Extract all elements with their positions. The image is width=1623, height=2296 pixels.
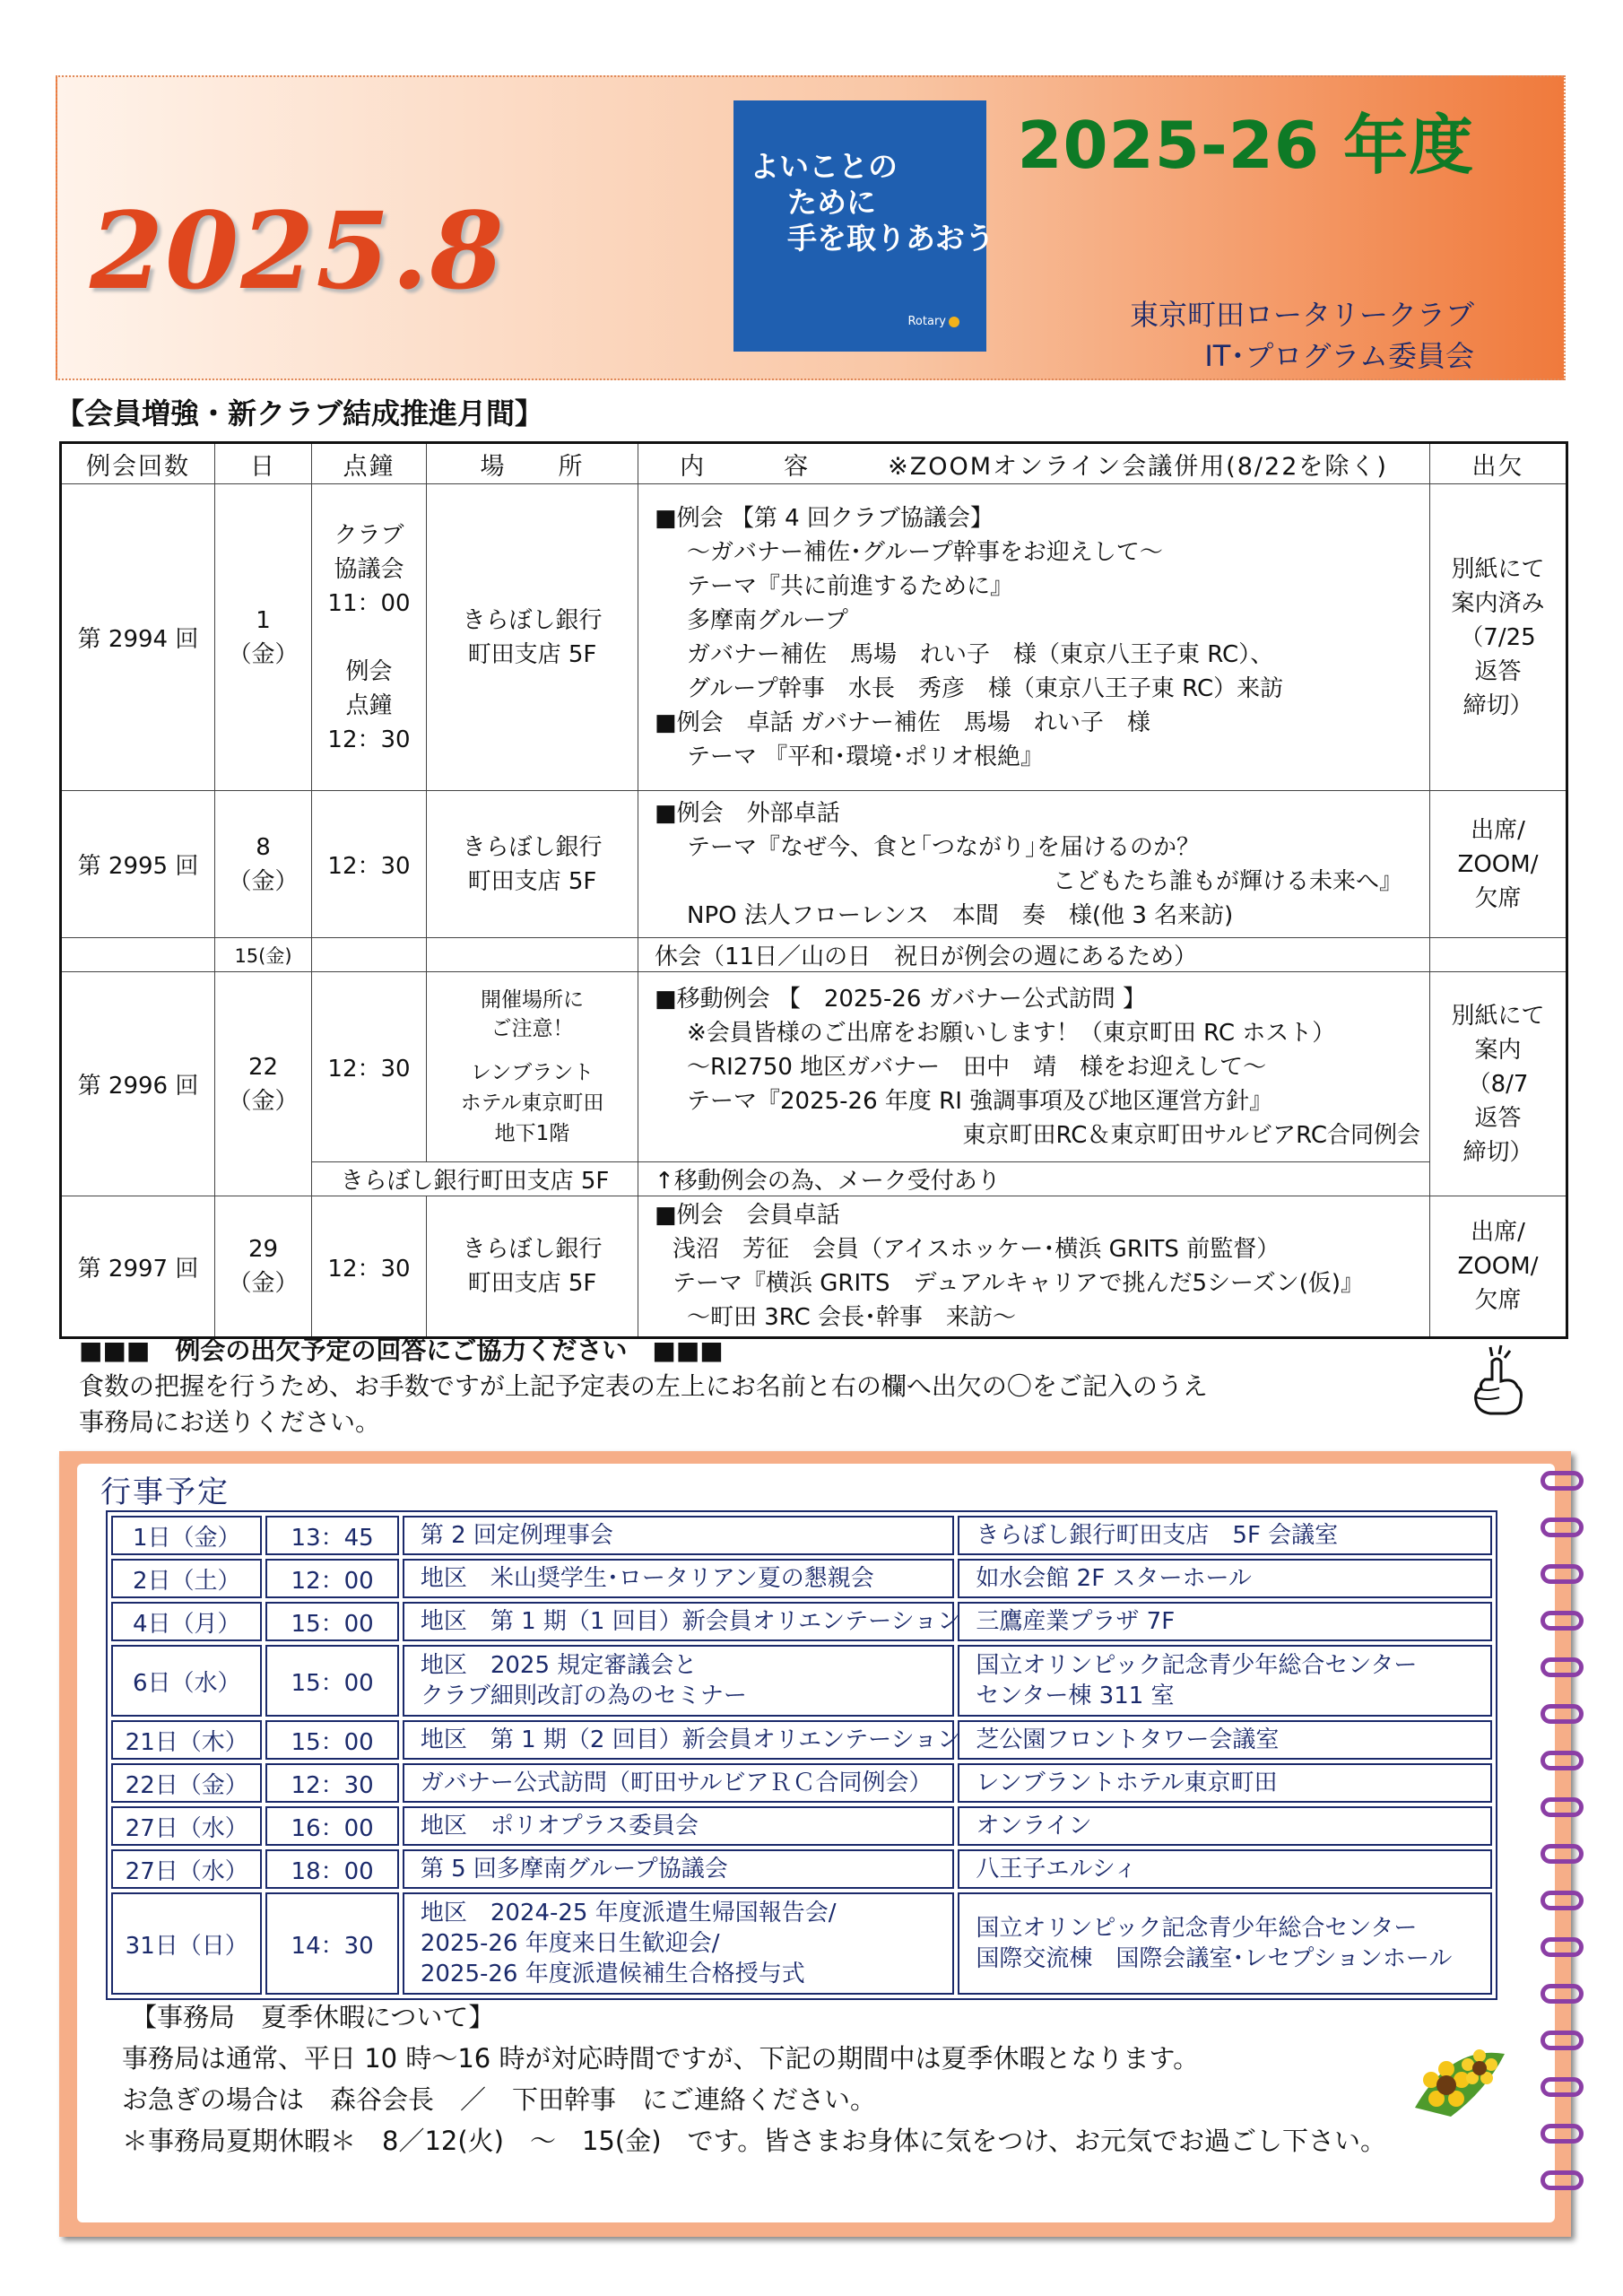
event-name: 第 5 回多摩南グループ協議会	[403, 1849, 955, 1889]
event-name: 地区 2024-25 年度派遣生帰国報告会/ 2025-26 年度来日生歓迎会/ 2025-26 年度派遣候補生合格授与式	[403, 1892, 955, 1995]
meeting-number: 第 2994 回	[61, 484, 215, 791]
event-place: 三鷹産業プラザ 7F	[958, 1602, 1492, 1641]
attendance-cell[interactable]: 出席/ ZOOM/ 欠席	[1430, 791, 1567, 938]
meeting-content: ■例会 【第 4 回クラブ協議会】 ～ガバナー補佐･グループ幹事をお迎えして～ テーマ『共に前進するために』 多摩南グループ ガバナー補佐 馬場 れい子 様（東京八王子東 RC）、 グループ幹事 水長 秀彦 様（東京八王子東 RC）来訪 ■例会 卓話 ガバナー補佐 馬場 れい子 様 テーマ 『平和･環境･ポリオ根絶』	[638, 484, 1430, 791]
event-place: 八王子エルシィ	[958, 1849, 1492, 1889]
event-place: 如水会館 2F スターホール	[958, 1559, 1492, 1598]
event-name: 地区 第 1 期（2 回目）新会員オリエンテーション	[403, 1720, 955, 1760]
event-row	[111, 1720, 1492, 1760]
table-header-row	[61, 443, 1567, 484]
table-row	[61, 972, 1567, 1162]
ring-binder-icon	[1541, 2031, 1584, 2050]
table-row	[61, 791, 1567, 938]
ring-binder-icon	[1541, 1984, 1584, 2004]
column-header: 例会回数	[61, 443, 215, 484]
meeting-number: 第 2997 回	[61, 1196, 215, 1338]
column-header: 出欠	[1430, 443, 1567, 484]
event-row	[111, 1645, 1492, 1717]
event-row	[111, 1602, 1492, 1641]
ring-binder-icon	[1541, 1751, 1584, 1770]
makeup-place: きらぼし銀行町田支店 5F	[312, 1162, 638, 1196]
ring-binder-icon	[1541, 1518, 1584, 1537]
column-header: 内 容 ※ZOOMオンライン会議併用(8/22を除く)	[638, 443, 1430, 484]
meeting-time: 12：30	[312, 972, 427, 1162]
event-date: 2日（土）	[111, 1559, 262, 1598]
meeting-number: 第 2996 回	[61, 972, 215, 1196]
event-time: 12：00	[265, 1559, 398, 1598]
ring-binder-icon	[1541, 1704, 1584, 1724]
fiscal-year: 2025-26 年度	[1017, 108, 1474, 183]
meeting-schedule-table	[59, 441, 1568, 1339]
holiday-day: 15(金)	[215, 938, 312, 972]
event-name: 第 2 回定例理事会	[403, 1516, 955, 1555]
column-header: 日	[215, 443, 312, 484]
event-name: 地区 ポリオプラス委員会	[403, 1806, 955, 1846]
holiday-note: 休会（11日／山の日 祝日が例会の週にあるため）	[638, 938, 1430, 972]
event-row	[111, 1559, 1492, 1598]
event-time: 14：30	[265, 1892, 398, 1995]
event-place: 国立オリンピック記念青少年総合センター 国際交流棟 国際会議室･レセプションホール	[958, 1892, 1492, 1995]
ring-binder-icon	[1541, 1611, 1584, 1631]
event-time: 15：00	[265, 1645, 398, 1717]
logo-line: 手を取りあおう	[787, 221, 994, 256]
meeting-content: ■移動例会 【 2025-26 ガバナー公式訪問 】 ※会員皆様のご出席をお願いします！（東京町田 RC ホスト） ～RI2750 地区ガバナー 田中 靖 様をお迎えして～ テーマ『2025-26 年度 RI 強調事項及び地区運営方針』 東京町田RC＆東京町田サルビアRC合同例会	[638, 972, 1430, 1162]
meeting-content: ■例会 外部卓話 テーマ『なぜ今、食と｢つながり｣を届けるのか？ こどもたち誰もが輝ける未来へ』 NPO 法人フローレンス 本間 奏 様(他 3 名来訪)	[638, 791, 1430, 938]
meeting-day: 22 （金）	[215, 972, 312, 1196]
event-place: 国立オリンピック記念青少年総合センター センター棟 311 室	[958, 1645, 1492, 1717]
ring-binder-icon	[1541, 1657, 1584, 1677]
meeting-content: ■例会 会員卓話 浅沼 芳征 会員（アイスホッケー･横浜 GRITS 前監督） テーマ『横浜 GRITS デュアルキャリアで挑んだ5シーズン(仮)』 ～町田 3RC 会長･幹事 来訪～	[638, 1196, 1430, 1338]
event-time: 18：00	[265, 1849, 398, 1889]
meeting-day: 1 （金）	[215, 484, 312, 791]
attendance-cell[interactable]: 別紙にて 案内 （8/7 返答 締切）	[1430, 972, 1567, 1196]
meeting-place: 開催場所に ご注意！ レンブラント ホテル東京町田 地下1階	[427, 972, 638, 1162]
ring-binder-icon	[1541, 2124, 1584, 2144]
meeting-place: きらぼし銀行 町田支店 5F	[427, 484, 638, 791]
event-row	[111, 1892, 1492, 1995]
event-date: 22日（金）	[111, 1763, 262, 1803]
rotary-theme-logo	[733, 100, 994, 352]
ring-binder-icon	[1541, 1471, 1584, 1491]
committee-name: IT･プログラム委員会	[1204, 339, 1474, 373]
events-table	[106, 1510, 1497, 2000]
pointing-hand-icon	[1465, 1342, 1528, 1422]
event-place: レンブラントホテル東京町田	[958, 1763, 1492, 1803]
ring-binder-icon	[1541, 1844, 1584, 1864]
attendance-notice: ■■■ 例会の出欠予定の回答にご協力ください ■■■ 食数の把握を行うため、お手数ですが上記予定表の左上にお名前と右の欄へ出欠の〇をご記入のうえ 事務局にお送りください。	[79, 1335, 1208, 1437]
club-name: 東京町田ロータリークラブ	[1129, 298, 1474, 332]
office-summer-holiday: 【事務局 夏季休暇について】 事務局は通常、平日 10 時～16 時が対応時間ですが、下記の期間中は夏季休暇となります。 お急ぎの場合は 森谷会長 ／ 下田幹事 にご連絡ください。 ＊事務局夏期休暇＊ 8／12(火) ～ 15(金) です。皆さまお身体に気をつけ、お元気でお過ごし下さい。	[122, 2002, 1387, 2156]
ring-binder-icon	[1541, 1937, 1584, 1957]
event-name: ガバナー公式訪問（町田サルビアＲＣ合同例会）	[403, 1763, 955, 1803]
event-time: 13：45	[265, 1516, 398, 1555]
event-date: 21日（木）	[111, 1720, 262, 1760]
meeting-place: きらぼし銀行 町田支店 5F	[427, 1196, 638, 1338]
event-name: 地区 米山奨学生･ロータリアン夏の懇親会	[403, 1559, 955, 1598]
meeting-time: 12：30	[312, 791, 427, 938]
event-row	[111, 1806, 1492, 1846]
event-date: 31日（日）	[111, 1892, 262, 1995]
meeting-day: 29 （金）	[215, 1196, 312, 1338]
event-name: 地区 2025 規定審議会と クラブ細則改訂の為のセミナー	[403, 1645, 955, 1717]
event-name: 地区 第 1 期（1 回目）新会員オリエンテーション	[403, 1602, 955, 1641]
table-row	[61, 1196, 1567, 1338]
ring-binder-icon	[1541, 1564, 1584, 1584]
makeup-note: ↑移動例会の為、メーク受付あり	[638, 1162, 1430, 1196]
column-header: 場 所	[427, 443, 638, 484]
attendance-cell[interactable]: 別紙にて 案内済み （7/25 返答 締切）	[1430, 484, 1567, 791]
table-row	[61, 484, 1567, 791]
meeting-day: 8 （金）	[215, 791, 312, 938]
column-header: 点鐘	[312, 443, 427, 484]
event-place: きらぼし銀行町田支店 5F 会議室	[958, 1516, 1492, 1555]
attendance-cell[interactable]: 出席/ ZOOM/ 欠席	[1430, 1196, 1567, 1338]
event-row	[111, 1849, 1492, 1889]
meeting-number: 第 2995 回	[61, 791, 215, 938]
logo-line: よいことの	[750, 149, 898, 184]
event-date: 6日（水）	[111, 1645, 262, 1717]
issue-date: 2025.8	[90, 188, 506, 313]
event-date: 27日（水）	[111, 1849, 262, 1889]
event-row	[111, 1516, 1492, 1555]
event-place: オンライン	[958, 1806, 1492, 1846]
event-row	[111, 1763, 1492, 1803]
event-time: 15：00	[265, 1602, 398, 1641]
ring-binder-icon	[1541, 2170, 1584, 2190]
sunflower-icon	[1406, 2036, 1514, 2126]
meeting-time: 12：30	[312, 1196, 427, 1338]
ring-binder-icon	[1541, 2077, 1584, 2097]
table-row-holiday	[61, 938, 1567, 972]
event-time: 12：30	[265, 1763, 398, 1803]
ring-binder-icon	[1541, 1797, 1584, 1817]
event-date: 1日（金）	[111, 1516, 262, 1555]
event-place: 芝公園フロントタワー会議室	[958, 1720, 1492, 1760]
ring-binder-icon	[1541, 1891, 1584, 1910]
meeting-place: きらぼし銀行 町田支店 5F	[427, 791, 638, 938]
month-theme: 【会員増強・新クラブ結成推進月間】	[56, 396, 544, 430]
event-time: 15：00	[265, 1720, 398, 1760]
event-time: 16：00	[265, 1806, 398, 1846]
meeting-time: クラブ 協議会 11：00 例会 点鐘 12：30	[312, 484, 427, 791]
events-title: 行事予定	[100, 1474, 230, 1510]
event-date: 27日（水）	[111, 1806, 262, 1846]
event-date: 4日（月）	[111, 1602, 262, 1641]
logo-line: ために	[787, 185, 876, 220]
rotary-wheel-icon: Rotary	[907, 315, 959, 328]
